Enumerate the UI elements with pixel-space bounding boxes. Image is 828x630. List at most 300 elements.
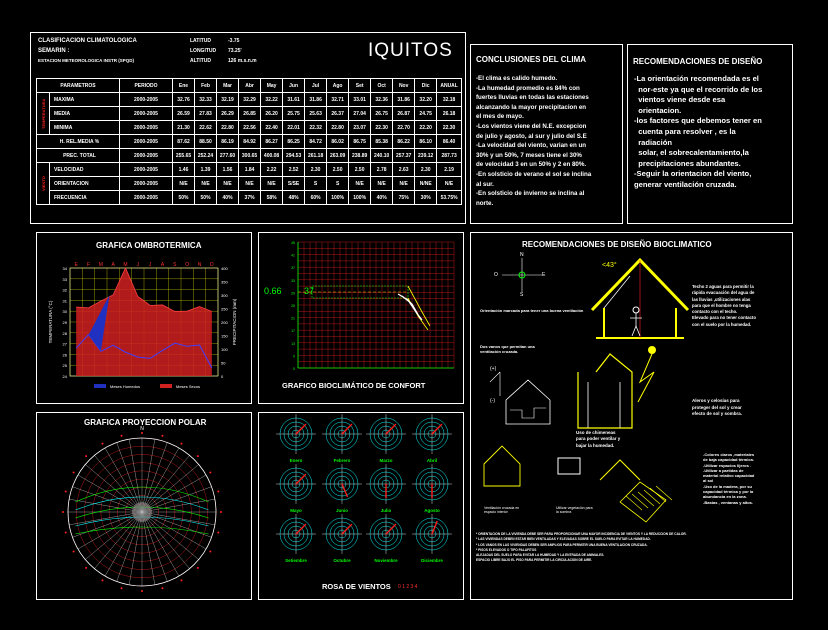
- table-cell: 31.86: [305, 93, 327, 107]
- y-left-tick-label: 28: [62, 330, 67, 336]
- conclusion-line: el mes de mayo.: [476, 113, 524, 121]
- vent-flow: [510, 408, 546, 418]
- table-header-cell: Dic: [415, 79, 437, 93]
- table-cell: 50%: [195, 191, 217, 205]
- chimney-note: [576, 430, 620, 449]
- table-cell: 1.39: [195, 163, 217, 177]
- row-period: 2000-2005: [120, 121, 173, 135]
- table-header-cell: Feb: [195, 79, 217, 93]
- palafito: [620, 482, 666, 522]
- table-cell: 26.75: [371, 107, 393, 121]
- table-row: [37, 107, 462, 121]
- table-header-cell: May: [261, 79, 283, 93]
- palafito-board: [638, 492, 654, 506]
- table-cell: 26.85: [239, 107, 261, 121]
- table-cell: N/NE: [415, 177, 437, 191]
- recomendacion-line: solar, el sobrecalentamiento,la: [634, 148, 749, 158]
- month-tick-label: M: [98, 262, 103, 268]
- month-tick-label: F: [86, 262, 91, 268]
- latitud-label: LATITUD: [190, 38, 212, 44]
- table-cell: 48%: [283, 191, 305, 205]
- table-cell: 2.30: [305, 163, 327, 177]
- footer-line: * LAS VIVIENDAS DEBEN ESTAR BIEN VENTILADAS Y ELEVADAS SOBRE EL SUELO PARA EVITAR LA HUMEDAD.: [476, 537, 651, 542]
- ombrotermica-chart: [36, 232, 252, 404]
- table-header-cell: Jun: [283, 79, 305, 93]
- month-tick-label: D: [210, 262, 214, 268]
- table-cell: S: [327, 177, 349, 191]
- row-label: MEDIA: [50, 107, 120, 121]
- table-cell: 27.04: [349, 107, 371, 121]
- table-cell: 277.60: [217, 149, 239, 163]
- table-cell: 86.10: [415, 135, 437, 149]
- y-right-tick-label: 350: [221, 279, 228, 285]
- table-cell: 263.09: [327, 149, 349, 163]
- aleros-note-line: Aleros y celosías para: [692, 398, 740, 403]
- table-cell: 240.10: [371, 149, 393, 163]
- table-cell: 60%: [305, 191, 327, 205]
- table-cell: N/E: [371, 177, 393, 191]
- table-cell: 22.62: [195, 121, 217, 135]
- table-cell: 22.40: [261, 121, 283, 135]
- rose-month-label: Noviembre: [374, 558, 398, 563]
- small-note-2: Utilizar vegetación para la sombra: [556, 506, 593, 514]
- table-cell: 86.40: [437, 135, 462, 149]
- table-cell: 25.63: [305, 107, 327, 121]
- row-label: PREC. TOTAL: [37, 149, 120, 163]
- table-cell: N/E: [239, 177, 261, 191]
- month-tick-label: J: [136, 262, 140, 268]
- orient-note-line: Orientación marcada para tener una buena ventilación: [480, 308, 584, 313]
- rose-month-label: Febrero: [333, 458, 351, 463]
- rose-month-label: Junio: [336, 508, 348, 513]
- y-right-tick-label: 300: [221, 293, 228, 298]
- legend-swatch-humid: [94, 384, 106, 388]
- y-right-tick-label: 0: [221, 374, 224, 379]
- y-tick-label: 41: [291, 253, 295, 258]
- y-tick-label: 9: [293, 354, 295, 359]
- y-left-tick-label: 24: [62, 374, 67, 379]
- table-header-row: [37, 79, 462, 93]
- rose-direction: [432, 424, 442, 434]
- legend-swatch-dry: [160, 384, 172, 388]
- y-left-tick-label: 31: [62, 298, 67, 304]
- altitud-label: ALTITUD: [190, 58, 212, 64]
- compass-e: E: [542, 272, 546, 278]
- month-tick-label: A: [111, 262, 115, 268]
- table-cell: 22.20: [415, 121, 437, 135]
- polar-tick: [102, 579, 104, 581]
- table-cell: 1.46: [173, 163, 195, 177]
- polar-tick: [161, 587, 163, 589]
- table-cell: 23.07: [349, 121, 371, 135]
- table-header-cell: Abr: [239, 79, 261, 93]
- table-cell: 31.61: [283, 93, 305, 107]
- table-header-cell: Ene: [173, 79, 195, 93]
- conclusion-line: fuertes lluvias en todas las estaciones: [476, 94, 589, 102]
- palafito-board: [650, 488, 666, 502]
- polar-tick: [121, 435, 123, 437]
- chimney-note-line: bajar la humedad.: [576, 442, 615, 448]
- table-cell: 2.52: [283, 163, 305, 177]
- altitud-value: 126 m.s.n.m: [228, 58, 257, 64]
- row-period: 2000-2005: [120, 93, 173, 107]
- header-semarin: SEMARIN :: [38, 48, 70, 54]
- table-cell: 2.22: [261, 163, 283, 177]
- table-cell: 252.24: [195, 149, 217, 163]
- polar-tick: [220, 511, 222, 513]
- materials-note-line: -Utilizar espacios lijeros .: [703, 462, 752, 468]
- y-left-tick-label: 27: [62, 341, 67, 347]
- polar-tick: [197, 567, 199, 569]
- y-left-tick-label: 33: [62, 276, 67, 282]
- palafito-board: [632, 494, 648, 508]
- row-label: ORIENTACION: [50, 177, 120, 191]
- y-left-tick-label: 30: [62, 309, 67, 315]
- table-header-cell: Set: [349, 79, 371, 93]
- chimney-house: [578, 354, 632, 428]
- table-cell: 40%: [217, 191, 239, 205]
- row-period: 2000-2005: [120, 135, 173, 149]
- table-cell: 287.73: [437, 149, 462, 163]
- table-cell: 22.01: [283, 121, 305, 135]
- vegetation-box: [558, 458, 580, 474]
- header-clasificacion: CLASIFICACION CLIMATOLOGICA: [38, 38, 137, 44]
- conclusion-line: alcanzando la mayor precipitacion en: [476, 103, 587, 111]
- table-cell: 100%: [327, 191, 349, 205]
- month-tick-label: O: [185, 262, 190, 268]
- polar-tick: [161, 435, 163, 437]
- month-tick-label: S: [173, 262, 177, 268]
- roof-note-line: con el suelo por la humedad.: [692, 321, 752, 327]
- table-cell: 27.83: [195, 107, 217, 121]
- table-cell: 32.71: [327, 93, 349, 107]
- vent-note: [480, 344, 535, 354]
- y-tick-label: 5: [293, 367, 295, 371]
- table-cell: 32.76: [173, 93, 195, 107]
- table-cell: 30%: [415, 191, 437, 205]
- polar-tick: [217, 491, 219, 493]
- table-cell: 33.01: [349, 93, 371, 107]
- latitud-value: -3.75: [228, 38, 240, 44]
- table-cell: N/E: [349, 177, 371, 191]
- polar-tick: [85, 455, 87, 457]
- conclusion-line: norte.: [476, 199, 494, 207]
- polar-north-label: N: [140, 426, 144, 432]
- table-cell: 31.86: [393, 93, 415, 107]
- table-header-cell: Nov: [393, 79, 415, 93]
- conclusion-line: -La humedad promedio es 84% con: [476, 84, 580, 92]
- footer-line: ESPACIO LIBRE BAJO EL PISO PARA PERMITIR LA CIRCULACION DE AIRE.: [476, 558, 593, 563]
- y-left-tick-label: 34: [62, 266, 67, 271]
- polar-tick: [102, 443, 104, 445]
- materials-note: [703, 452, 754, 505]
- recomendaciones-title: RECOMENDACIONES DE DISEÑO: [633, 57, 763, 66]
- row-period: 2000-2005: [120, 163, 173, 177]
- table-cell: 2.50: [349, 163, 371, 177]
- table-cell: 58%: [261, 191, 283, 205]
- table-cell: 53.75%: [437, 191, 462, 205]
- table-cell: 1.84: [239, 163, 261, 177]
- polar-chart: [36, 412, 252, 600]
- polar-tick: [209, 472, 211, 474]
- row-label: FRECUENCIA: [50, 191, 120, 205]
- table-cell: N/E: [261, 177, 283, 191]
- bioclimatico-chart: [258, 232, 464, 404]
- month-tick-label: N: [197, 262, 202, 268]
- bioclimatic-design-title: RECOMENDACIONES DE DISEÑO BIOCLIMATICO: [522, 240, 712, 249]
- minus-label: (-): [490, 398, 495, 404]
- footer-line: * ORIENTACION DE LA VIVIENDA DEBE SER PARA PROPORCIONAR UNA MAYOR INCIDENCIA DE VIENTOS Y LA REDUCCION DE CALOR.: [476, 532, 687, 536]
- roof-note-line: para que el hombre no tenga: [692, 302, 751, 308]
- table-row: [37, 121, 462, 135]
- materials-note-line: -Colores claros ,materiales: [703, 452, 755, 457]
- footer-line: * PISOS ELEVADOS O TIPO PALAFITOS: [476, 547, 537, 552]
- table-cell: 86.27: [261, 135, 283, 149]
- rose-month-label: Abril: [426, 458, 438, 463]
- table-cell: 32.33: [195, 93, 217, 107]
- table-cell: 26.87: [393, 107, 415, 121]
- month-tick-label: J: [148, 262, 152, 268]
- polar-tick: [73, 551, 75, 553]
- row-period: 2000-2005: [120, 149, 173, 163]
- city-title: IQUITOS: [368, 40, 453, 61]
- vent-arrow: [490, 372, 500, 396]
- y-tick-label: 37: [291, 266, 295, 271]
- materials-note-line: -Uso de la madera, por su: [703, 483, 752, 489]
- table-cell: S: [305, 177, 327, 191]
- plus-label: (+): [490, 366, 497, 372]
- y-left-tick-label: 32: [62, 287, 67, 293]
- rose-direction: [296, 524, 306, 534]
- table-cell: 1.56: [217, 163, 239, 177]
- row-label: VELOCIDAD: [50, 163, 120, 177]
- materials-note-line: -Bastas , ventanas y altos.: [703, 499, 754, 505]
- compass-s: S: [520, 292, 524, 298]
- table-cell: 40%: [371, 191, 393, 205]
- table-cell: 32.19: [217, 93, 239, 107]
- rose-direction: [386, 424, 396, 434]
- month-tick-label: E: [74, 262, 78, 268]
- recomendacion-line: precipitaciones abundantes.: [634, 158, 741, 168]
- table-cell: 257.37: [393, 149, 415, 163]
- y-tick-label: 21: [291, 316, 295, 321]
- palafito-board: [644, 490, 660, 504]
- table-cell: 26.18: [437, 107, 462, 121]
- rose-month-label: Setiembre: [285, 558, 307, 563]
- y-tick-label: 45: [291, 241, 295, 245]
- table-row: [37, 163, 462, 177]
- polar-tick: [141, 590, 143, 592]
- legend-humid: Meses Humedos: [110, 384, 141, 389]
- table-cell: 86.25: [283, 135, 305, 149]
- y-tick-label: 25: [291, 304, 295, 308]
- table-cell: 85.38: [371, 135, 393, 149]
- table-cell: 86.22: [393, 135, 415, 149]
- table-cell: 32.20: [415, 93, 437, 107]
- rose-month-label: Julio: [380, 508, 392, 513]
- table-row: [37, 149, 462, 163]
- footer-line: * LOS VANOS EN LAS VIVIENDAS DEBEN SER AMPLIOS PARA PERMITIR UNA BUENA VENTILACION CRUZADA.: [476, 542, 648, 547]
- y-right-tick-label: 150: [221, 333, 228, 339]
- materials-note-line: -Utilizar a partidas de: [703, 467, 744, 473]
- conclusiones-title: CONCLUSIONES DEL CLIMA: [476, 55, 587, 64]
- table-cell: 32.18: [437, 93, 462, 107]
- rose-month-label: Mayo: [290, 508, 302, 513]
- roof-note-line: Elevado para no tener contacto: [692, 315, 756, 321]
- small-note-1: Ventilación cruzada en espacio interior: [484, 506, 520, 514]
- group-viento: VIENTO: [37, 163, 50, 205]
- materials-note-line: al sol: [703, 478, 714, 484]
- conclusion-line: de julio y agosto, al sur y julio del S.E: [476, 132, 587, 140]
- table-cell: 261.18: [305, 149, 327, 163]
- polar-tick: [217, 531, 219, 533]
- polar-title: GRAFICA PROYECCION POLAR: [84, 418, 207, 427]
- row-label: MINIMA: [50, 121, 120, 135]
- roof-note-line: Techo 2 aguas para permitir la: [692, 284, 754, 289]
- compass-n: N: [520, 252, 524, 258]
- row-period: 2000-2005: [120, 191, 173, 205]
- recomendacion-line: -Seguir la orientacion del viento,: [634, 169, 752, 179]
- rosa-legend: 0 1 2 3 4: [398, 584, 418, 590]
- table-cell: 100%: [349, 191, 371, 205]
- longitud-value: 73.25': [228, 48, 242, 54]
- table-header-cell: PERIODO: [120, 79, 173, 93]
- table-cell: 255.65: [173, 149, 195, 163]
- recomendacion-line: -los factores que debemos tener en: [634, 116, 762, 126]
- polar-tick: [141, 432, 143, 434]
- angle-label: <43°: [602, 262, 617, 269]
- recomendacion-line: orientacion.: [634, 105, 682, 115]
- table-cell: 32.29: [239, 93, 261, 107]
- table-cell: 26.29: [217, 107, 239, 121]
- marker-right-label: 37: [304, 286, 315, 296]
- row-label: MAXIMA: [50, 93, 120, 107]
- polar-tick: [62, 511, 64, 513]
- rose-month-label: Agosto: [424, 508, 440, 513]
- y-right-tick-label: 100: [221, 347, 228, 352]
- table-cell: 22.56: [239, 121, 261, 135]
- comfort-zone-edge: [408, 286, 430, 330]
- y-left-tick-label: 29: [62, 320, 67, 325]
- table-cell: 24.75: [415, 107, 437, 121]
- sun-icon: [648, 346, 656, 354]
- rose-direction: [342, 524, 352, 534]
- table-cell: 400.08: [261, 149, 283, 163]
- polar-center: [132, 502, 152, 522]
- ombrotermica-title: GRAFICA OMBROTERMICA: [96, 241, 202, 250]
- y-right-tick-label: 200: [221, 320, 228, 325]
- conclusion-line: -En solsticio de invierno se inclina al: [476, 190, 585, 198]
- conclusiones-text: [476, 74, 591, 208]
- table-cell: 50%: [173, 191, 195, 205]
- person-head: [633, 307, 639, 313]
- table-cell: 87.62: [173, 135, 195, 149]
- recomendaciones-text: [634, 74, 762, 191]
- table-cell: 300.65: [239, 149, 261, 163]
- table-cell: 22.80: [327, 121, 349, 135]
- table-cell: N/E: [437, 177, 462, 191]
- legend-dry: Meses Secos: [176, 384, 201, 389]
- group-temperatura: TEMPERATURA: [37, 93, 50, 135]
- footer-line: ALEJADAS DEL SUELO PARA EVITAR LA HUMEDAD Y LA ENTRADA DE ANIMALES.: [476, 553, 605, 558]
- table-cell: 84.92: [239, 135, 261, 149]
- recomendacion-line: -La orientación recomendada es el: [634, 74, 759, 83]
- marker-left-label: 0.66: [264, 286, 282, 296]
- materials-note-line: abundancia en la zona.: [703, 494, 747, 500]
- table-row: [37, 135, 462, 149]
- table-cell: 32.36: [371, 93, 393, 107]
- table-cell: N/E: [393, 177, 415, 191]
- month-tick-label: A: [160, 262, 165, 268]
- row-period: 2000-2005: [120, 107, 173, 121]
- table-cell: 238.89: [349, 149, 371, 163]
- chimney-note-line: para poder ventilar y: [576, 436, 621, 442]
- table-cell: 25.75: [283, 107, 305, 121]
- polar-tick: [85, 567, 87, 569]
- table-cell: 239.12: [415, 149, 437, 163]
- table-cell: 22.70: [393, 121, 415, 135]
- table-row: [37, 177, 462, 191]
- table-cell: 75%: [393, 191, 415, 205]
- table-row: [37, 191, 462, 205]
- rose-month-label: Diciembre: [421, 558, 443, 563]
- table-cell: 22.30: [437, 121, 462, 135]
- table-cell: 32.22: [261, 93, 283, 107]
- table-cell: 22.30: [371, 121, 393, 135]
- polar-tick: [65, 531, 67, 533]
- small-house-1: [484, 446, 520, 486]
- rosa-chart: [258, 412, 464, 600]
- polar-tick: [121, 587, 123, 589]
- polar-tick: [65, 491, 67, 493]
- roof-note-line: las lluvias ,utilizaciones alas: [692, 296, 751, 302]
- row-label: H. REL.MEDIA %: [37, 135, 120, 149]
- table-header-cell: ANUAL: [437, 79, 462, 93]
- month-tick-label: M: [123, 262, 128, 268]
- y-right-tick-label: 400: [221, 266, 228, 271]
- polar-tick: [181, 443, 183, 445]
- recomendacion-line: radiación: [634, 137, 672, 147]
- table-cell: N/E: [173, 177, 195, 191]
- roof-note-line: contacto con el techo.: [692, 309, 738, 315]
- table-header-cell: Jul: [305, 79, 327, 93]
- conclusion-line: -Los vientos viene del N.E. excepcion: [476, 122, 587, 130]
- rose-month-label: Octubre: [333, 558, 351, 563]
- conclusion-line: -En solsticio de verano el sol se inclina: [476, 170, 592, 178]
- materials-note-line: de baja capacidad térmica.: [703, 457, 754, 463]
- materials-note-line: capacidad térmica y por la: [703, 489, 754, 495]
- polar-tick: [209, 551, 211, 553]
- vent-note-line: Dos vanos que permitan una: [480, 344, 535, 349]
- longitud-label: LONGITUD: [190, 48, 217, 54]
- table-cell: 22.80: [217, 121, 239, 135]
- table-cell: 88.50: [195, 135, 217, 149]
- y-right-tick-label: 250: [221, 306, 228, 312]
- table-cell: 84.72: [305, 135, 327, 149]
- aleros-note-line: proteger del sol y crear: [692, 404, 742, 410]
- table-cell: 86.02: [327, 135, 349, 149]
- table-cell: 2.50: [327, 163, 349, 177]
- y-left-tick-label: 25: [62, 363, 67, 369]
- sun-ray: [638, 354, 654, 402]
- orient-note: [480, 308, 584, 313]
- tree-shape: [600, 460, 640, 480]
- table-cell: 26.20: [261, 107, 283, 121]
- chimney-note-line: Uso de chimeneas: [576, 430, 616, 435]
- recomendacion-line: vientos viene desde esa: [634, 95, 726, 105]
- roof-note-line: rápida evacuación del agua de: [692, 290, 755, 296]
- table-cell: N/E: [217, 177, 239, 191]
